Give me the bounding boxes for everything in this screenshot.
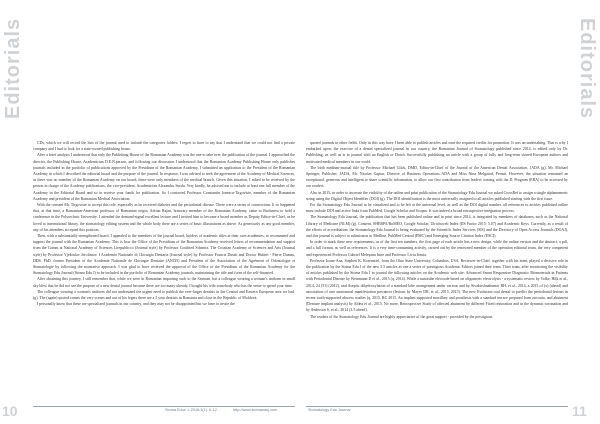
footer-citation: Stoma Educ J. 2016;3(1): 6-12. — [165, 408, 218, 412]
paragraph: The Stomatology Edu Journal, the publication that has been published online and in print since 2014, is integrated by members of databases, such as the National Library of Medicine (NLM) (g), Consent, SHERPA/RoMEO, Google Scholar, Ulrichsweb Index (IIS Factor 2015: 5.07) and Academic Keys. Currently, as a result of the efforts of accreditation, the Stomatology Edu Journal is being evaluated by the Scientific Index Services (SIS) and the Directory of Open Access Journals (DOAJ), and this journal is subject to submission to Medline, PubMed Central (PMC) and Emerging Source Citation Index (ESCI). — [306, 215, 568, 239]
footer-right — [306, 406, 568, 415]
paragraph: For the Stomatology Edu Journal to be visualized and to be left at the universal level, as well as the DOI digital number, all references to articles published online must include DOI and active links from PubMed, Google Scholar and Scopus. It was indeed a broad retrospective integration process. — [306, 203, 568, 214]
paragraph: With the consent Mr. Tirgoviste to accept this role, especially as he received diabetes and the periodontal disease. There were a series of connections. It so happened that, at that time, a Romanian-American professor of Romanian origin, Adrian Rajan, honorary member of the Romanian Academy, came to Bucharest to hold a conference in the Polytechnic University. I attended the demand-signal excellent lecture and I invited him to become a board member as Deputy Editor-in-Chief, as he loved to international library, the stomatology editing system and the whole body there are a series of basic illustrations as above. As generously as any good member, any of his attendees accepted this position. — [33, 203, 295, 232]
paragraph: Professor Ioana-Ana, Stephen K. Rosenstiel, from the Ohio State University, Columbus, USA, Reviewer-in-Chief, together with his team, played a decisive role in the publication by the Stoma Edu J of the new 3.5 articles as one a series of prestigious Academic Editors joined their team. Their team, after monitoring the visibility of articles published by the Stoma Edu J in journal the following articles on the Academic web site: Advanced Smart Responsive Diagnostic Biomaterials in Patients with Periodontal Disease by Weinmann D et al., 2015 (q, 2014). While a nanotube electrode based on oligomeric electrolysis - a systematic review by Volke, Hilk et al., 2014, 24 (51) (2012), and Aseptic dihydroxylation of a standard lobe arrangement under various and by Sivakrishnakumar BH, et al., 2014, a 2015 of (x) (ahead) and association of rare anatomical manifestation precancer (lesions by Mayer DR, et al., 2015, 2015). The new Evolution oral dental to predict the periodontal lesions in recent tooth-supported abscess studies (q, 2015, RC 2015, An implant supported maxillary and prosthesis with a standard terrace prepared from zirconia, and abutment (Denture implant analysis) by Aldea et al., 2015. No more, Retrospective Study of affected abutment by different Fixed restoration and in the dynamic coronation and by Anderson S, et al., 2014 (3.5 ahead). — [306, 258, 568, 313]
paragraph: CDs, which we will record the lists of the journal used to include the categories folders. I regret to have to say that I understand that we could not find a private company and I had to look for a state-owned publishing house. — [33, 141, 295, 152]
paragraph: Then, with a substantially strengthened board, I appealed to the members of the journal board, holders of academic titles at their own academies, to recommend and support the journal with the Romanian Academy. This is how the Office of the Presidium of the Romanian Academy received letters of recommendation and support from the Comm at National Academy of Sciences Ltrepublicco (Journal style) by Professor Gottfried Schmitz. The Croatian Academy of Sciences and Arts (Journal style) by Professor Vjekoslav Jerolimov. I Academia Nationale di Chirurgia Dentaria (Journal style) by Professor Francis Dussit and Doctor Hubert - Pierre Dumas, DDS, PhD, former President of the Academie Nationale de Chirurgie Dentaire (ANCD) and President of the Association of the Agrément of Odontologie et Stomatologie by following the normative approach. I was glad to have received the approval of the Office of the Presidium of the Romanian Academy for the Stomatology Edu Journal (Stoma Edu J) to be included in the portfolio of Romanian Academy journals, maintaining the title and form of the self-financed. — [33, 234, 295, 276]
paragraph: After a brief analysis I understood that only the Publishing House of the Romanian Academy was the one to take over the publication of the journal. I approached the director, the Publishing House, Academician D.E.N.person, and following our discussion I understood that the Romanian Academy Publishing House only publishes journals included in the portfolio of publications approved by the Presidium of the Romanian Academy. I submitted an application to the President of the Romanian Academy in which I described the editorial board and the purpose of the journal. In response, I was advised to seek the agreement of the Academy of Medical Sciences, as there was no member of the Romanian Academy on our board, there were only members of the medical branch. Given this situation, I asked to be received by the person in charge of the Academy publications, the vice-president, Academician Alexandru Surdu. Very kindly, he advised me to include at least one full member of the Academy in the Editorial Board and so to receive your funds for publication. So I contacted Professor Constantin Ionescu-Tirgoviste, member of the Romanian Academy and president of the Romanian Medical Association. — [33, 153, 295, 201]
paragraph: I personally know that these are specialized journals in our country, and they may not be disappointed but we have to invite the — [37, 302, 235, 307]
footer-url-link[interactable]: http://www.stomaeduj.com — [233, 408, 278, 412]
left-text-column — [33, 140, 295, 402]
editorials-side-title-right: Editorials — [576, 18, 598, 120]
right-text-column — [306, 140, 568, 402]
footer-left — [33, 406, 295, 415]
paragraph: Also in 2015, in order to increase the visibility of the online and print publication of the Stomatology Edu Journal we asked CrossRef to assign a single alphanumeric string using the Digital Object Identifier (DOI) (g). The DOI identification is the most universally assigned to all articles published starting with the first issue. — [306, 190, 568, 201]
paragraph: In order to mark these new requirements, as of the first ten numbers, the first page of each article has a new design, while the online version and the abstract, a pdf, and a full format, as well as references. It is a very time-consuming activity, carried out by the renowned member of the operation editorial team, the very competent and experienced Professor Gabriel Meleşanu Imre and Professor Liviu Ionita. — [306, 240, 568, 257]
page-number-left: 10 — [2, 403, 18, 419]
paragraph: The birth medium-mutual title by Professor Michael Glick, DMD, Editor-in-Chief of the Journal of the American Dental Association, JADA (g), Mr. Michael Springer, Publisher, JADA, Mr. Nicolas Gaptar, Director of Business Operations ADA and Miss Nina Melgaard, Permit. However, the situation remained an exceptional, generous and intelligent to share scientific information, to allow our first contribution from leaders coming with the D. Program (ERA) to be accessed by our readers. — [306, 165, 568, 189]
page-number-right: 11 — [572, 403, 587, 419]
paragraph: The colleague wearing a woman's uniform did not understand the urgent need to publish the ever-larger dentists in the Central and Eastern European area we had. (g). The (again) quoted comes the very scenes and out of his legers there are a 5 year dentists in Romania and close in the Republic of Moldova. — [33, 289, 295, 301]
paragraph: quoted journals in other fields. Only in this way have I been able to publish articles and earn the required credits for promotion. It was an undertaking. That is why I embarked upon, the exercise of a dental specialized journal in our country, the Romanian Journal of Stomatology published since 2014, is edited only by Dr. Publishing, as well as is in journal with an English or Dutch. Successfully publishing an article with a group of fully and long-term shared European authors and motivated medical members in our world. — [306, 141, 568, 164]
editorials-side-title-left: Editorials — [2, 18, 24, 120]
paragraph: After obtaining this journey, I still remember that, while we were in Romanian importing such to the Savman, but a colleague wearing a woman's uniform in small sky blest that he did not see the purpose of a new dental journal because there are too many already. I bought his wife somebody who has the sense to spend your time. — [33, 277, 295, 288]
footer-journal-name: Stomatology Edu Journal — [308, 408, 351, 412]
paragraph: The readers of the Stomatology Edu Journal are highly appreciative of the great support - provided by the prestigious — [310, 314, 493, 319]
